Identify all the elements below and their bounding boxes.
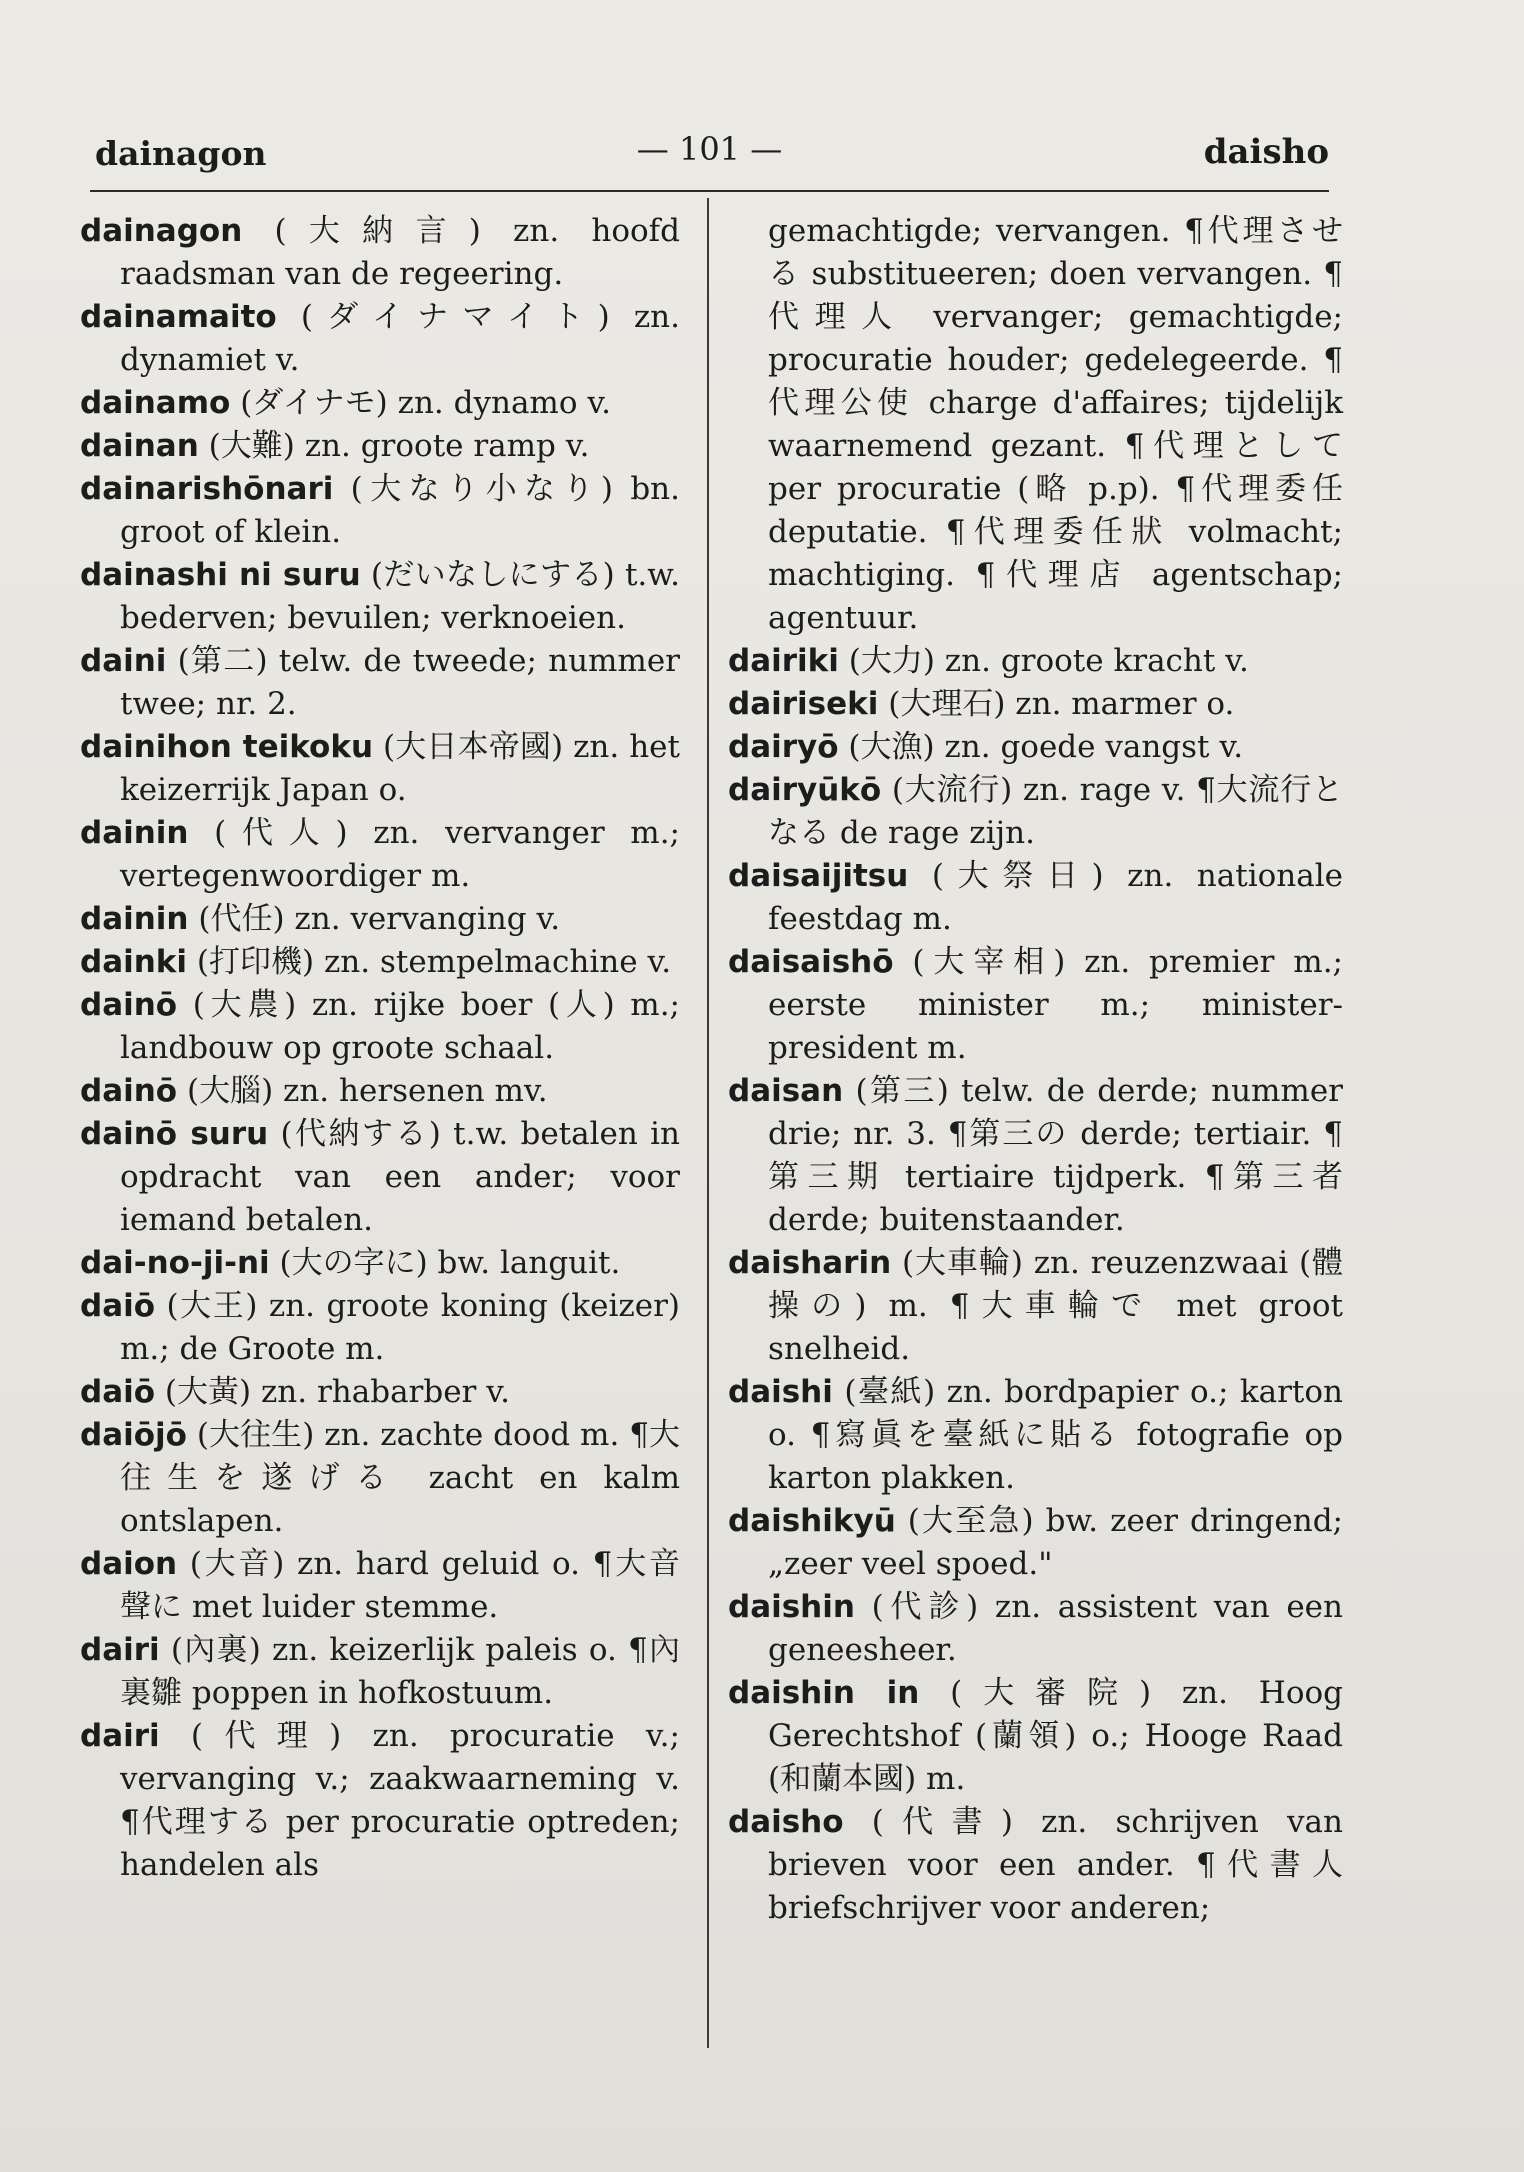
dictionary-entry xyxy=(80,1285,680,1371)
dictionary-entry xyxy=(80,1371,680,1414)
entry-definition: (大日本帝國) zn. het keizerrijk Japan o. xyxy=(120,729,680,808)
entry-definition: (內裏) zn. keizerlijk paleis o. ¶內裏雛 poppen in hofkostuum. xyxy=(120,1632,680,1711)
dictionary-entry xyxy=(80,210,680,296)
entry-headword: dainin xyxy=(80,901,189,937)
entry-definition: (臺紙) zn. bordpapier o.; karton o. ¶寫眞を臺紙に貼る fotografie op karton plakken. xyxy=(768,1374,1344,1496)
entry-headword: dai-no-ji-ni xyxy=(80,1245,270,1281)
dictionary-entry xyxy=(728,726,1343,769)
page-number: — 101 — xyxy=(636,130,783,168)
dictionary-entry xyxy=(728,1070,1343,1242)
dictionary-entry xyxy=(728,855,1343,941)
entry-definition: (代理) zn. procuratie v.; vervanging v.; zaakwaarneming v. ¶代理する per procuratie optreden; handelen als xyxy=(120,1718,680,1883)
dictionary-entry xyxy=(80,1543,680,1629)
dictionary-entry xyxy=(80,382,680,425)
entry-definition: (代納する) t.w. betalen in opdracht van een ander; voor iemand betalen. xyxy=(120,1116,680,1238)
right-column xyxy=(728,210,1343,1930)
entry-definition: (大審院) zn. Hoog Gerechtshof (蘭領) o.; Hooge Raad (和蘭本國) m. xyxy=(768,1675,1343,1797)
dictionary-entry xyxy=(728,1500,1343,1586)
dictionary-entry xyxy=(80,941,680,984)
entry-definition: (大流行) zn. rage v. ¶大流行となる de rage zijn. xyxy=(768,772,1343,851)
entry-definition: (大農) zn. rijke boer (人) m.; landbouw op groote schaal. xyxy=(120,987,681,1066)
dictionary-entry xyxy=(728,1371,1343,1500)
left-column xyxy=(80,210,680,1887)
entry-headword: dainashi ni suru xyxy=(80,557,361,593)
entry-definition: gemachtigde; vervangen. ¶代理させる substitueeren; doen vervangen. ¶代理人 vervanger; gemachtigde; procuratie houder; gedelegeerde. ¶代理公使 charge d'affaires; tijdelijk waarnemend gezant. ¶代理として per procuratie (略 p.p). ¶代理委任 deputatie. ¶代理委任狀 volmacht; machtiging. ¶代理店 agentschap; agentuur. xyxy=(768,213,1343,636)
entry-definition: (大至急) bw. zeer dringend; „zeer veel spoed." xyxy=(768,1503,1343,1582)
dictionary-entry xyxy=(728,769,1343,855)
header-right-guide-word: daisho xyxy=(1203,132,1329,172)
entry-headword: daiōjō xyxy=(80,1417,187,1453)
entry-headword: dainarishōnari xyxy=(80,471,334,507)
entry-definition: (大往生) zn. zachte dood m. ¶大往生を遂げる zacht en kalm ontslapen. xyxy=(120,1417,681,1539)
dictionary-entry xyxy=(728,640,1343,683)
dictionary-entry xyxy=(80,468,680,554)
entry-headword: dainō xyxy=(80,1073,178,1109)
entry-headword: dairyō xyxy=(728,729,839,765)
entry-definition: (大納言) zn. hoofd raadsman van de regeering. xyxy=(120,213,680,292)
entry-definition: (大車輪) zn. reuzenzwaai (體操の) m. ¶大車輪で met groot snelheid. xyxy=(768,1245,1343,1367)
entry-headword: dainihon teikoku xyxy=(80,729,374,765)
entry-definition: (大理石) zn. marmer o. xyxy=(888,686,1235,722)
running-header xyxy=(90,120,1329,192)
column-divider xyxy=(707,198,709,2048)
dictionary-entry xyxy=(80,1113,680,1242)
dictionary-entry xyxy=(728,1672,1343,1801)
entry-definition: (代任) zn. vervanging v. xyxy=(198,901,561,937)
dictionary-entry xyxy=(80,640,680,726)
entry-headword: dairiseki xyxy=(728,686,879,722)
dictionary-entry xyxy=(728,941,1343,1070)
entry-headword: dairi xyxy=(80,1632,160,1668)
entry-headword: daiō xyxy=(80,1288,156,1324)
entry-definition: (大の字に) bw. languit. xyxy=(279,1245,621,1281)
entry-headword: daisaishō xyxy=(728,944,894,980)
entry-definition: (代人) zn. vervanger m.; vertegenwoordiger m. xyxy=(120,815,680,894)
entry-headword: dainagon xyxy=(80,213,243,249)
entry-headword: daisharin xyxy=(728,1245,892,1281)
entry-definition: (大なり小なり) bn. groot of klein. xyxy=(120,471,680,550)
entry-definition: (代書) zn. schrijven van brieven voor een ander. ¶代書人 briefschrijver voor anderen; xyxy=(768,1804,1343,1926)
dictionary-entry xyxy=(728,1586,1343,1672)
entry-headword: dairyūkō xyxy=(728,772,882,808)
entry-headword: dainan xyxy=(80,428,199,464)
entry-definition: (大漁) zn. goede vangst v. xyxy=(848,729,1244,765)
entry-definition: (大王) zn. groote koning (keizer) m.; de Groote m. xyxy=(120,1288,681,1367)
dictionary-entry xyxy=(80,984,680,1070)
dictionary-entry xyxy=(728,1801,1343,1930)
entry-headword: daisho xyxy=(728,1804,844,1840)
entry-definition: (大力) zn. groote kracht v. xyxy=(848,643,1249,679)
entry-definition: (だいなしにする) t.w. bederven; bevuilen; verknoeien. xyxy=(120,557,680,636)
entry-definition: (大難) zn. groote ramp v. xyxy=(208,428,590,464)
dictionary-entry xyxy=(728,683,1343,726)
entry-definition: (大祭日) zn. nationale feestdag m. xyxy=(768,858,1343,937)
dictionary-entry xyxy=(80,554,680,640)
entry-headword: dairi xyxy=(80,1718,160,1754)
dictionary-entry xyxy=(80,1242,680,1285)
entry-headword: dainki xyxy=(80,944,188,980)
entry-definition: (第二) telw. de tweede; nummer twee; nr. 2. xyxy=(120,643,680,722)
entry-headword: daion xyxy=(80,1546,178,1582)
entry-headword: dainō xyxy=(80,987,178,1023)
entry-definition: (大腦) zn. hersenen mv. xyxy=(186,1073,548,1109)
entry-headword: dainō suru xyxy=(80,1116,269,1152)
dictionary-entry xyxy=(80,1070,680,1113)
dictionary-entry xyxy=(80,812,680,898)
header-left-guide-word: dainagon xyxy=(95,134,267,173)
dictionary-entry xyxy=(80,1715,680,1887)
entry-headword: dainamaito xyxy=(80,299,277,335)
entry-definition: (打印機) zn. stempelmachine v. xyxy=(196,944,672,980)
entry-headword: daishin xyxy=(728,1589,855,1625)
entry-definition: (大音) zn. hard geluid o. ¶大音聲に met luider stemme. xyxy=(120,1546,680,1625)
entry-definition: (ダイナモ) zn. dynamo v. xyxy=(240,385,612,421)
dictionary-entry xyxy=(80,726,680,812)
dictionary-entry xyxy=(80,425,680,468)
dictionary-entry xyxy=(80,1629,680,1715)
dictionary-entry xyxy=(80,296,680,382)
entry-headword: daini xyxy=(80,643,167,679)
entry-headword: daiō xyxy=(80,1374,156,1410)
entry-headword: daishikyū xyxy=(728,1503,896,1539)
entry-definition: (代診) zn. assistent van een geneesheer. xyxy=(768,1589,1343,1668)
entry-headword: daisan xyxy=(728,1073,844,1109)
entry-headword: daishi xyxy=(728,1374,833,1410)
entry-headword: daisaijitsu xyxy=(728,858,909,894)
entry-definition: (第三) telw. de derde; nummer drie; nr. 3. ¶第三の derde; tertiair. ¶第三期 tertiaire tijdperk. ¶第三者 derde; buitenstaander. xyxy=(768,1073,1343,1238)
dictionary-entry xyxy=(728,1242,1343,1371)
entry-headword: daishin in xyxy=(728,1675,920,1711)
dictionary-entry xyxy=(728,210,1343,640)
entry-definition: (ダイナマイト) zn. dynamiet v. xyxy=(120,299,680,378)
entry-headword: dairiki xyxy=(728,643,839,679)
entry-headword: dainamo xyxy=(80,385,231,421)
entry-headword: dainin xyxy=(80,815,189,851)
entry-definition: (大宰相) zn. premier m.; eerste minister m.; minister-president m. xyxy=(768,944,1343,1066)
dictionary-entry xyxy=(80,898,680,941)
entry-definition: (大黃) zn. rhabarber v. xyxy=(164,1374,510,1410)
dictionary-entry xyxy=(80,1414,680,1543)
